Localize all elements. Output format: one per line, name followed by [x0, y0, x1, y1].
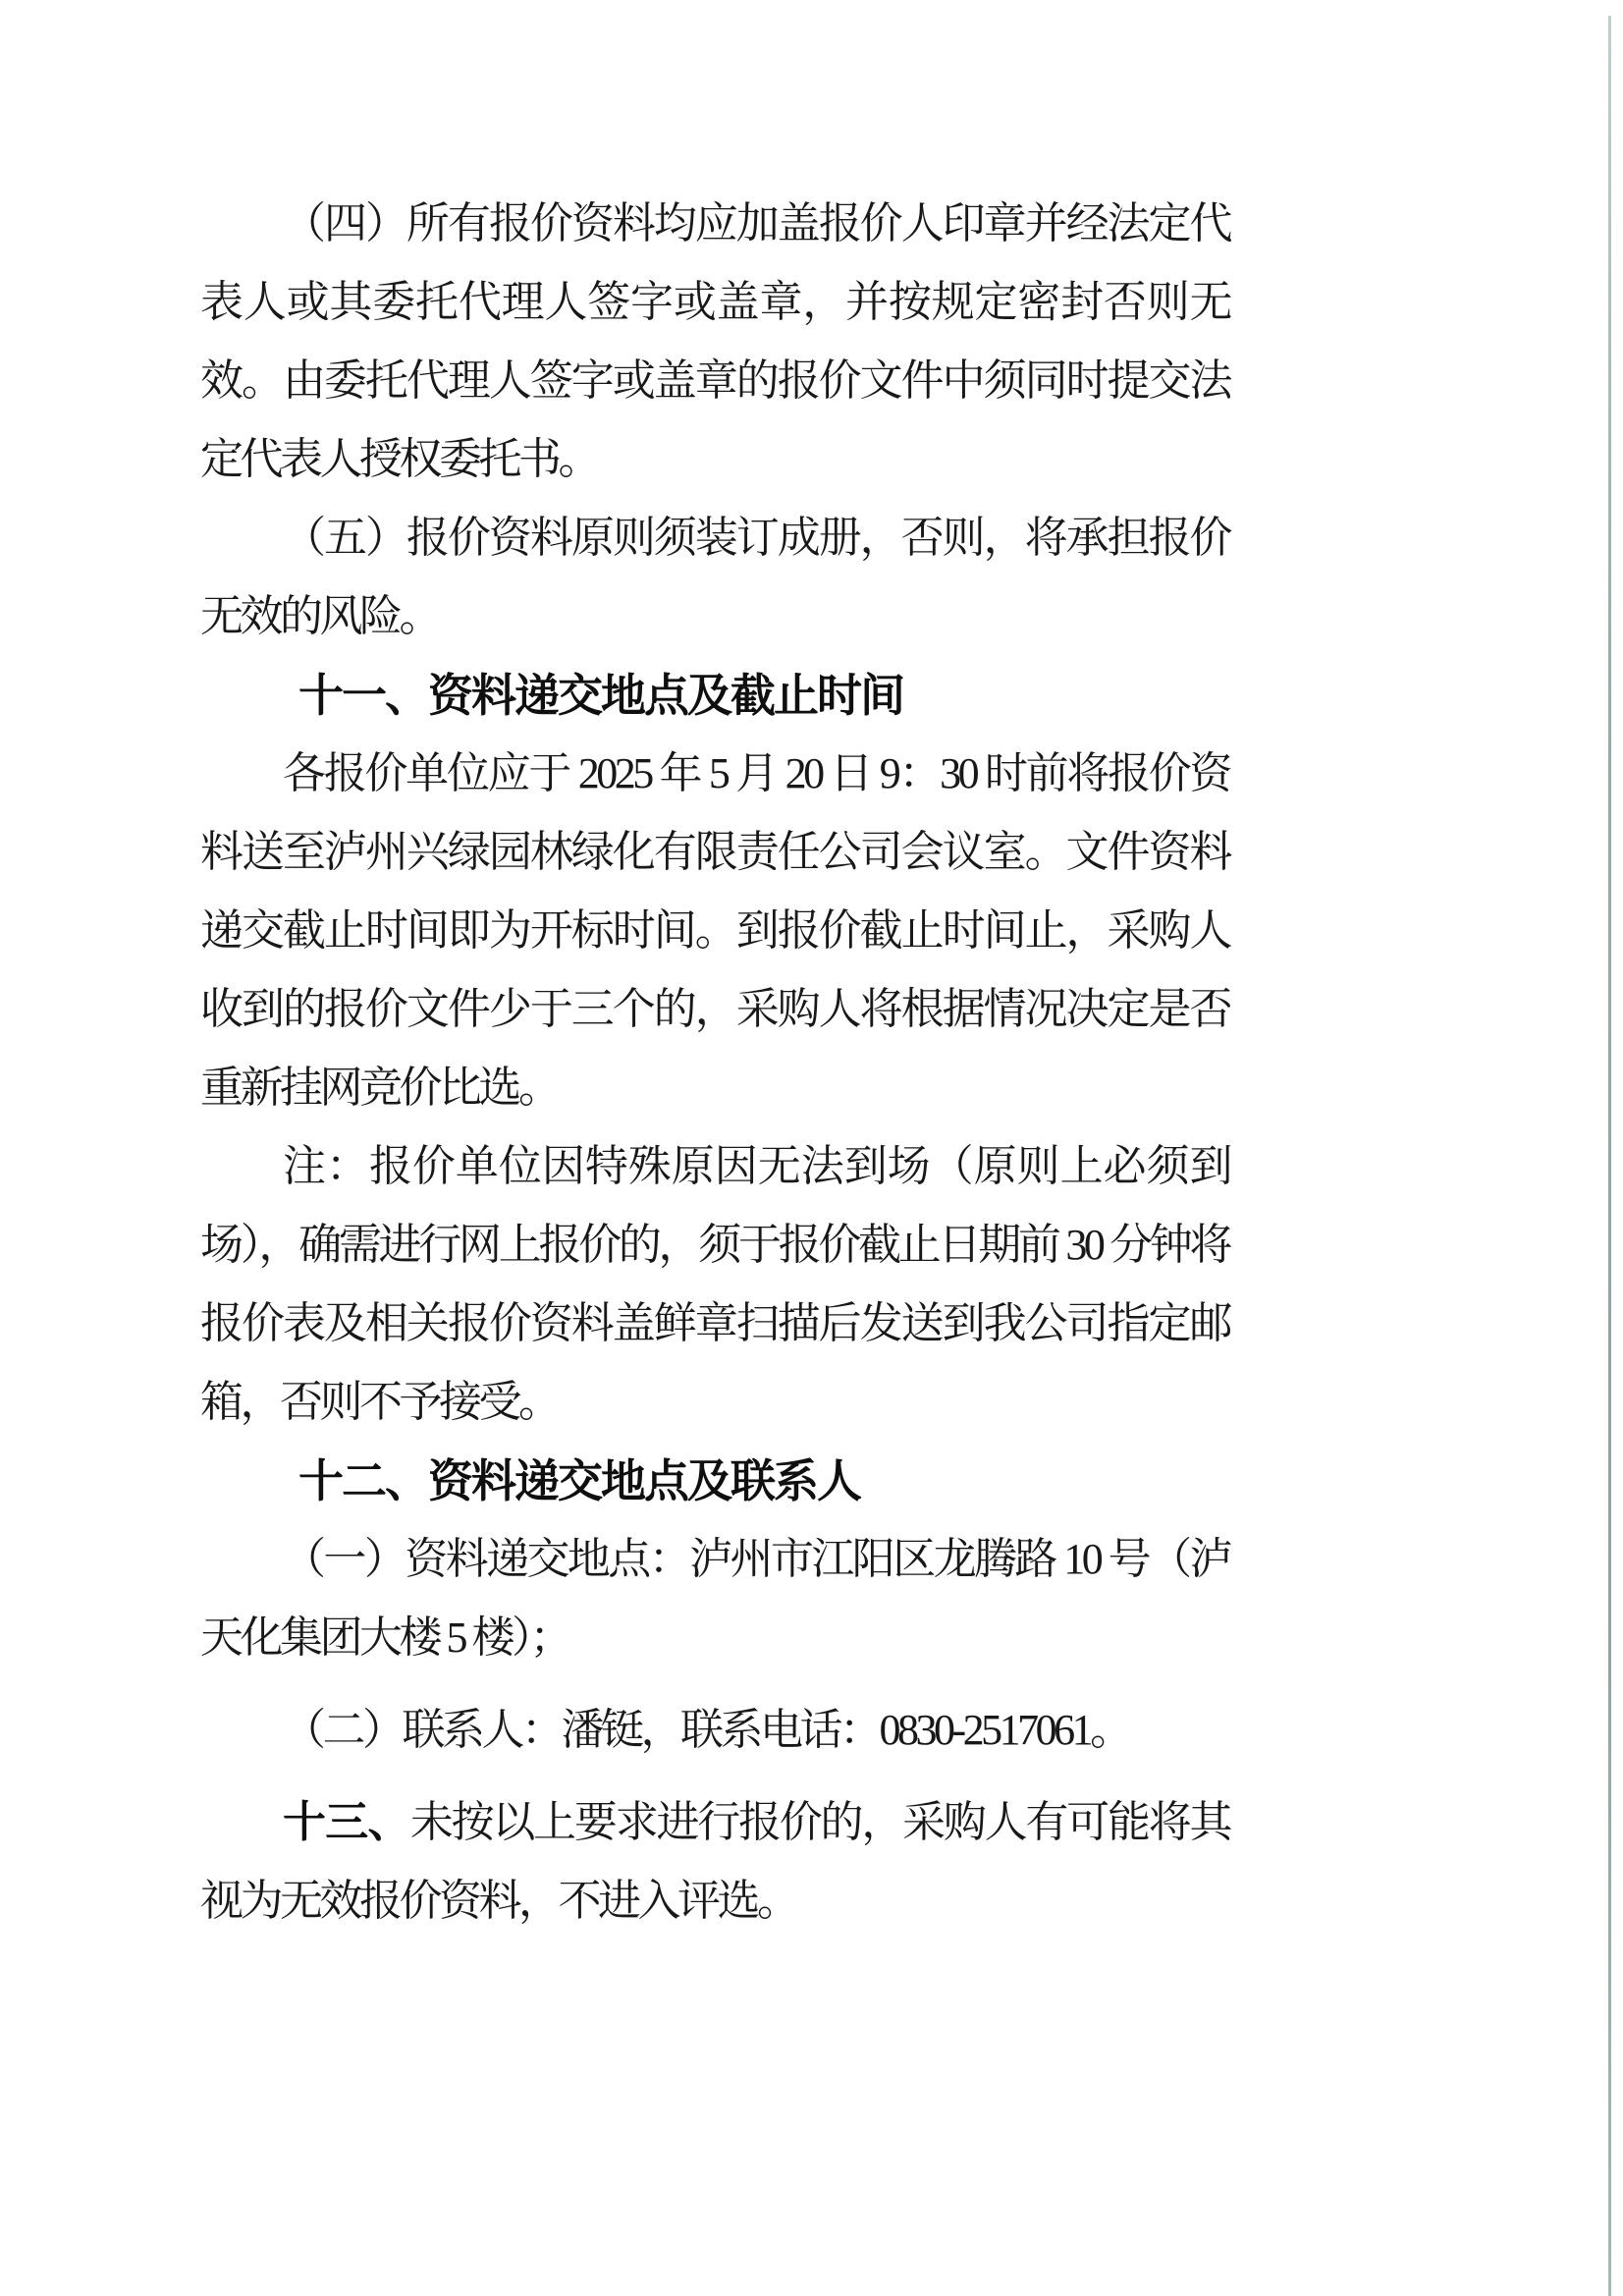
paragraph-delivery-address: （一）资料递交地点：泸州市江阳区龙腾路 10 号（泸天化集团大楼 5 楼）；	[200, 1535, 1229, 1662]
paragraph-item-thirteen	[200, 1783, 1229, 1941]
scan-edge-line	[1608, 16, 1611, 2296]
paragraph-item-five: （五）报价资料原则须装订成册，否则，将承担报价无效的风险。	[200, 514, 1229, 640]
document-text-block	[200, 185, 1229, 1941]
section-number-thirteen: 十三、	[283, 1798, 410, 1846]
paragraph-item-thirteen-text: 未按以上要求进行报价的，采购人有可能将其视为无效报价资料，不进入评选。	[200, 1798, 1230, 1925]
paragraph-contact-person: （二）联系人：潘铤，联系电话：0830-2517061。	[283, 1706, 1130, 1754]
section-heading-eleven: 十一、资料递交地点及截止时间	[298, 670, 903, 721]
paragraph-item-four: （四）所有报价资料均应加盖报价人印章并经法定代表人或其委托代理人签字或盖章，并按规定密封否则无效。由委托代理人签字或盖章的报价文件中须同时提交法定代表人授权委托书。	[200, 199, 1229, 483]
section-heading-twelve: 十二、资料递交地点及联系人	[298, 1455, 860, 1506]
paragraph-note-remote-bidding: 注：报价单位因特殊原因无法到场（原则上必须到场），确需进行网上报价的，须于报价截止日期前 30 分钟将报价表及相关报价资料盖鲜章扫描后发送到我公司指定邮箱，否则不予接受。	[200, 1142, 1229, 1426]
paragraph-submission-deadline: 各报价单位应于 2025 年 5 月 20 日 9：30 时前将报价资料送至泸州兴绿园林绿化有限责任公司会议室。文件资料递交截止时间即为开标时间。到报价截止时间止，采购人收到的报价文件少于三个的，采购人将根据情况决定是否重新挂网竞价比选。	[200, 749, 1229, 1112]
